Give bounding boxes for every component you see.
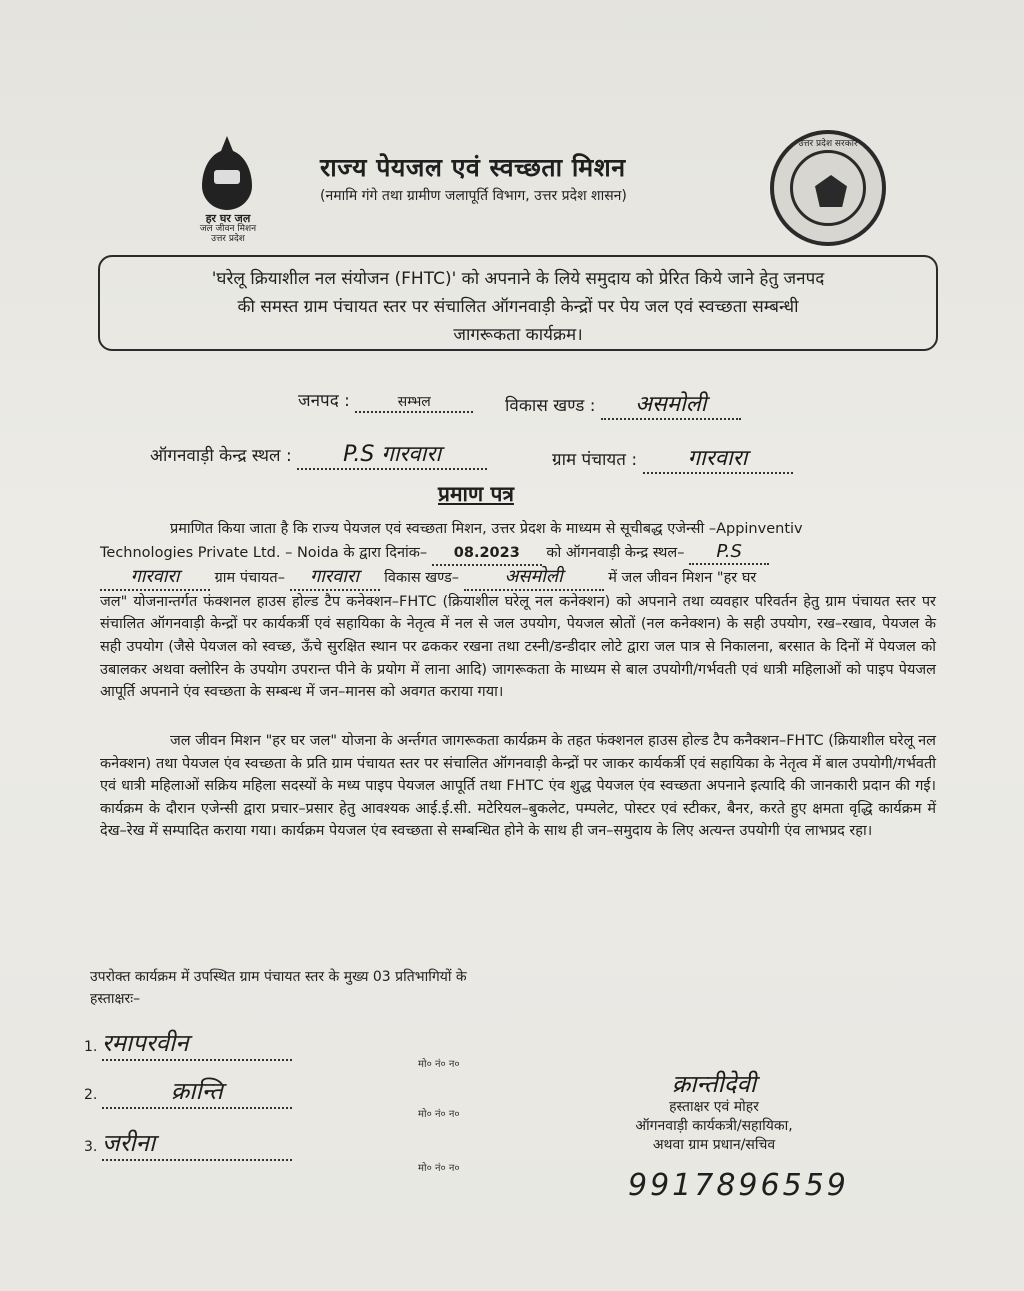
signature-intro-line2: हस्ताक्षरः– xyxy=(90,991,141,1007)
participant-signature: क्रान्ति xyxy=(102,1074,292,1109)
program-title-line2: की समस्त ग्राम पंचायत स्तर पर संचालित ऑगनवाड़ी केन्द्रों पर पेय जल एवं स्वच्छता सम्बन्धी xyxy=(237,297,799,317)
participant-number: 1. xyxy=(84,1039,98,1055)
vikas-khand-value: असमोली xyxy=(601,388,741,420)
participant-signature-2 xyxy=(84,1074,292,1109)
participant-mobile-label: मो० नं० न० xyxy=(418,1163,460,1174)
official-line2: ऑगनवाड़ी कार्यकत्री/सहायिका, xyxy=(635,1118,793,1134)
official-signature: क्रान्तीदेवी xyxy=(671,1070,757,1098)
janpad-label: जनपद : xyxy=(298,391,350,411)
janpad-value: सम्भल xyxy=(355,392,473,413)
body-paragraph-1 xyxy=(100,518,936,704)
para2-text: जल जीवन मिशन "हर घर जल" योजना के अर्न्तगत जागरूकता कार्यक्रम के तहत फंक्शनल हाउस होल्ड टैप कनैक्शन–FHTC (क्रियाशील घरेलू नल कनेक्शन) तथा पेयजल एंव स्वच्छता के प्रति ग्राम पंचायत स्तर पर संचालित ऑगनवाड़ी केन्द्रों पर जाकर कार्यकर्त्री एवं सहायिका के नेतृत्व में बाल उपयोगी/गर्भवती एवं धात्री महिलाओं सक्रिय महिला सदस्यों के मध्य पाइप पेयजल आपूर्ति तथा FHTC एंव शुद्ध पेयजल एंव स्वच्छता अपनाने इत्यादि की जानकारी प्रदान की गई। कार्यक्रम के दौरान एजेन्सी द्वारा प्रचार–प्रसार हेतु आवश्यक आई.ई.सी. मटेरियल–बुकलेट, पम्पलेट, पोस्टर एवं स्टीकर, बैनर, करते हुए क्षमता वृद्धि कार्यक्रम में देख–रेख में सम्पादित कराया गया। कार्यक्रम पेयजल एंव स्वच्छता से सम्बन्धित होने के साथ ही जन–समुदाय के लिए अत्यन्त उपयोगी एंव लाभप्रद रहा। xyxy=(100,733,936,840)
logo-text-line1: हर घर जल xyxy=(205,212,251,225)
logo-text-line3: उत्तर प्रदेश xyxy=(211,234,245,244)
para1-gp-label: ग्राम पंचायत– xyxy=(214,570,285,587)
program-title-line3: जागरूकता कार्यक्रम। xyxy=(453,325,583,345)
vikas-khand-label: विकास खण्ड : xyxy=(505,396,596,416)
body-paragraph-2 xyxy=(100,730,936,843)
official-line3: अथवा ग्राम प्रधान/सचिव xyxy=(652,1137,776,1153)
official-line1: हस्ताक्षर एवं मोहर xyxy=(669,1099,759,1115)
header-subtitle: (नमामि गंगे तथा ग्रामीण जलापूर्ति विभाग, उत्तर प्रदेश शासन) xyxy=(320,188,627,204)
header-title: राज्य पेयजल एवं स्वच्छता मिशन xyxy=(320,153,626,182)
vikas-khand-field xyxy=(505,388,741,420)
participant-mobile-label: मो० नं० न० xyxy=(418,1109,460,1120)
para1-block-label: विकास खण्ड– xyxy=(384,570,460,587)
participant-number: 2. xyxy=(84,1087,98,1103)
official-signature-block xyxy=(594,1070,834,1155)
participant-signature-3 xyxy=(84,1126,292,1161)
anganwadi-field xyxy=(150,438,487,470)
seal-text: उत्तर प्रदेश सरकार xyxy=(798,139,858,149)
anganwadi-value: P.S गारवारा xyxy=(297,438,487,470)
participant-signature: जरीना xyxy=(102,1126,292,1161)
water-drop-icon xyxy=(202,150,252,210)
para1-line3 xyxy=(100,566,936,591)
para1-line2-text-b: को ऑगनवाड़ी केन्द्र स्थल– xyxy=(546,544,685,561)
har-ghar-jal-logo xyxy=(188,150,268,244)
para1-ps: P.S xyxy=(689,541,769,566)
program-date: 08.2023 xyxy=(432,542,542,567)
program-title-line1: 'घरेलू क्रियाशील नल संयोजन (FHTC)' को अपनाने के लिये समुदाय को प्रेरित किये जाने हेतु जनपद xyxy=(211,269,825,289)
gram-panchayat-value: गारवारा xyxy=(643,442,793,474)
para1-line1: प्रमाणित किया जाता है कि राज्य पेयजल एवं स्वच्छता मिशन, उत्तर प्रेदश के माध्यम से सूचीबद्ध एजेन्सी –Appinventiv xyxy=(170,521,803,537)
para1-rest: जल" योजनान्तर्गत फंक्शनल हाउस होल्ड टैप कनेक्शन–FHTC (क्रियाशील घरेलू नल कनेक्शन) को अपनाने तथा व्यवहार परिवर्तन हेतु ग्राम पंचायत स्तर पर संचालित ऑगनवाड़ी केन्द्रों पर कार्यकर्त्री एवं सहायिका के नेतृत्व में नल से जल उपयोग, पेयजल स्रोतों (नल कनेक्शन) के सही उपयोग, रख–रखाव, पेयजल के सही उपयोग (जैसे पेयजल को स्वच्छ, ऊँचे सुरक्षित स्थान पर ढककर रखना तथा टस्नी/डन्डीदार लोटे द्वारा जल पात्र से निकालना, बरसात के दिनों में पेयजल को उबालकर अथवा क्लोरिन के उपयोग उपरान्त पीने के प्रयोग में लाना आदि) जागरूकता के माध्यम से बाल उपयोगी/गर्भवती एवं धात्री महिलाओं को पाइप पेयजल आपूर्ति अपनाने एंव स्वच्छता के सम्बन्ध में जन–मानस को अवगत कराया गया। xyxy=(100,593,936,701)
participant-number: 3. xyxy=(84,1139,98,1155)
para1-line3-tail: में जल जीवन मिशन "हर घर xyxy=(608,570,757,587)
program-title-box xyxy=(98,255,938,351)
signature-intro-line1: उपरोक्त कार्यक्रम में उपस्थित ग्राम पंचायत स्तर के मुख्य 03 प्रतिभागियों के xyxy=(90,969,467,985)
gram-panchayat-label: ग्राम पंचायत : xyxy=(552,450,638,470)
emblem-icon xyxy=(815,175,847,207)
para1-line2-text: Technologies Private Ltd. – Noida के द्वारा दिनांक– xyxy=(100,544,428,561)
up-government-seal xyxy=(770,130,886,246)
para1-block-hand: असमोली xyxy=(464,566,604,591)
participant-mobile-label: मो० नं० न० xyxy=(418,1059,460,1070)
participant-signature-1 xyxy=(84,1026,292,1061)
para1-line2 xyxy=(100,541,936,567)
certificate-title: प्रमाण पत्र xyxy=(438,482,514,506)
participant-signature: रमापरवीन xyxy=(102,1026,292,1061)
logo-text-line2: जल जीवन मिशन xyxy=(199,224,257,234)
gram-panchayat-field xyxy=(552,442,793,474)
para1-anganwadi-hand: गारवारा xyxy=(100,566,210,591)
handwritten-phone-number: 9917896559 xyxy=(628,1168,849,1203)
signature-intro xyxy=(90,966,560,1010)
janpad-field xyxy=(298,388,473,413)
para1-gp-hand: गारवारा xyxy=(290,566,380,591)
anganwadi-label: ऑगनवाड़ी केन्द्र स्थल : xyxy=(150,446,292,466)
